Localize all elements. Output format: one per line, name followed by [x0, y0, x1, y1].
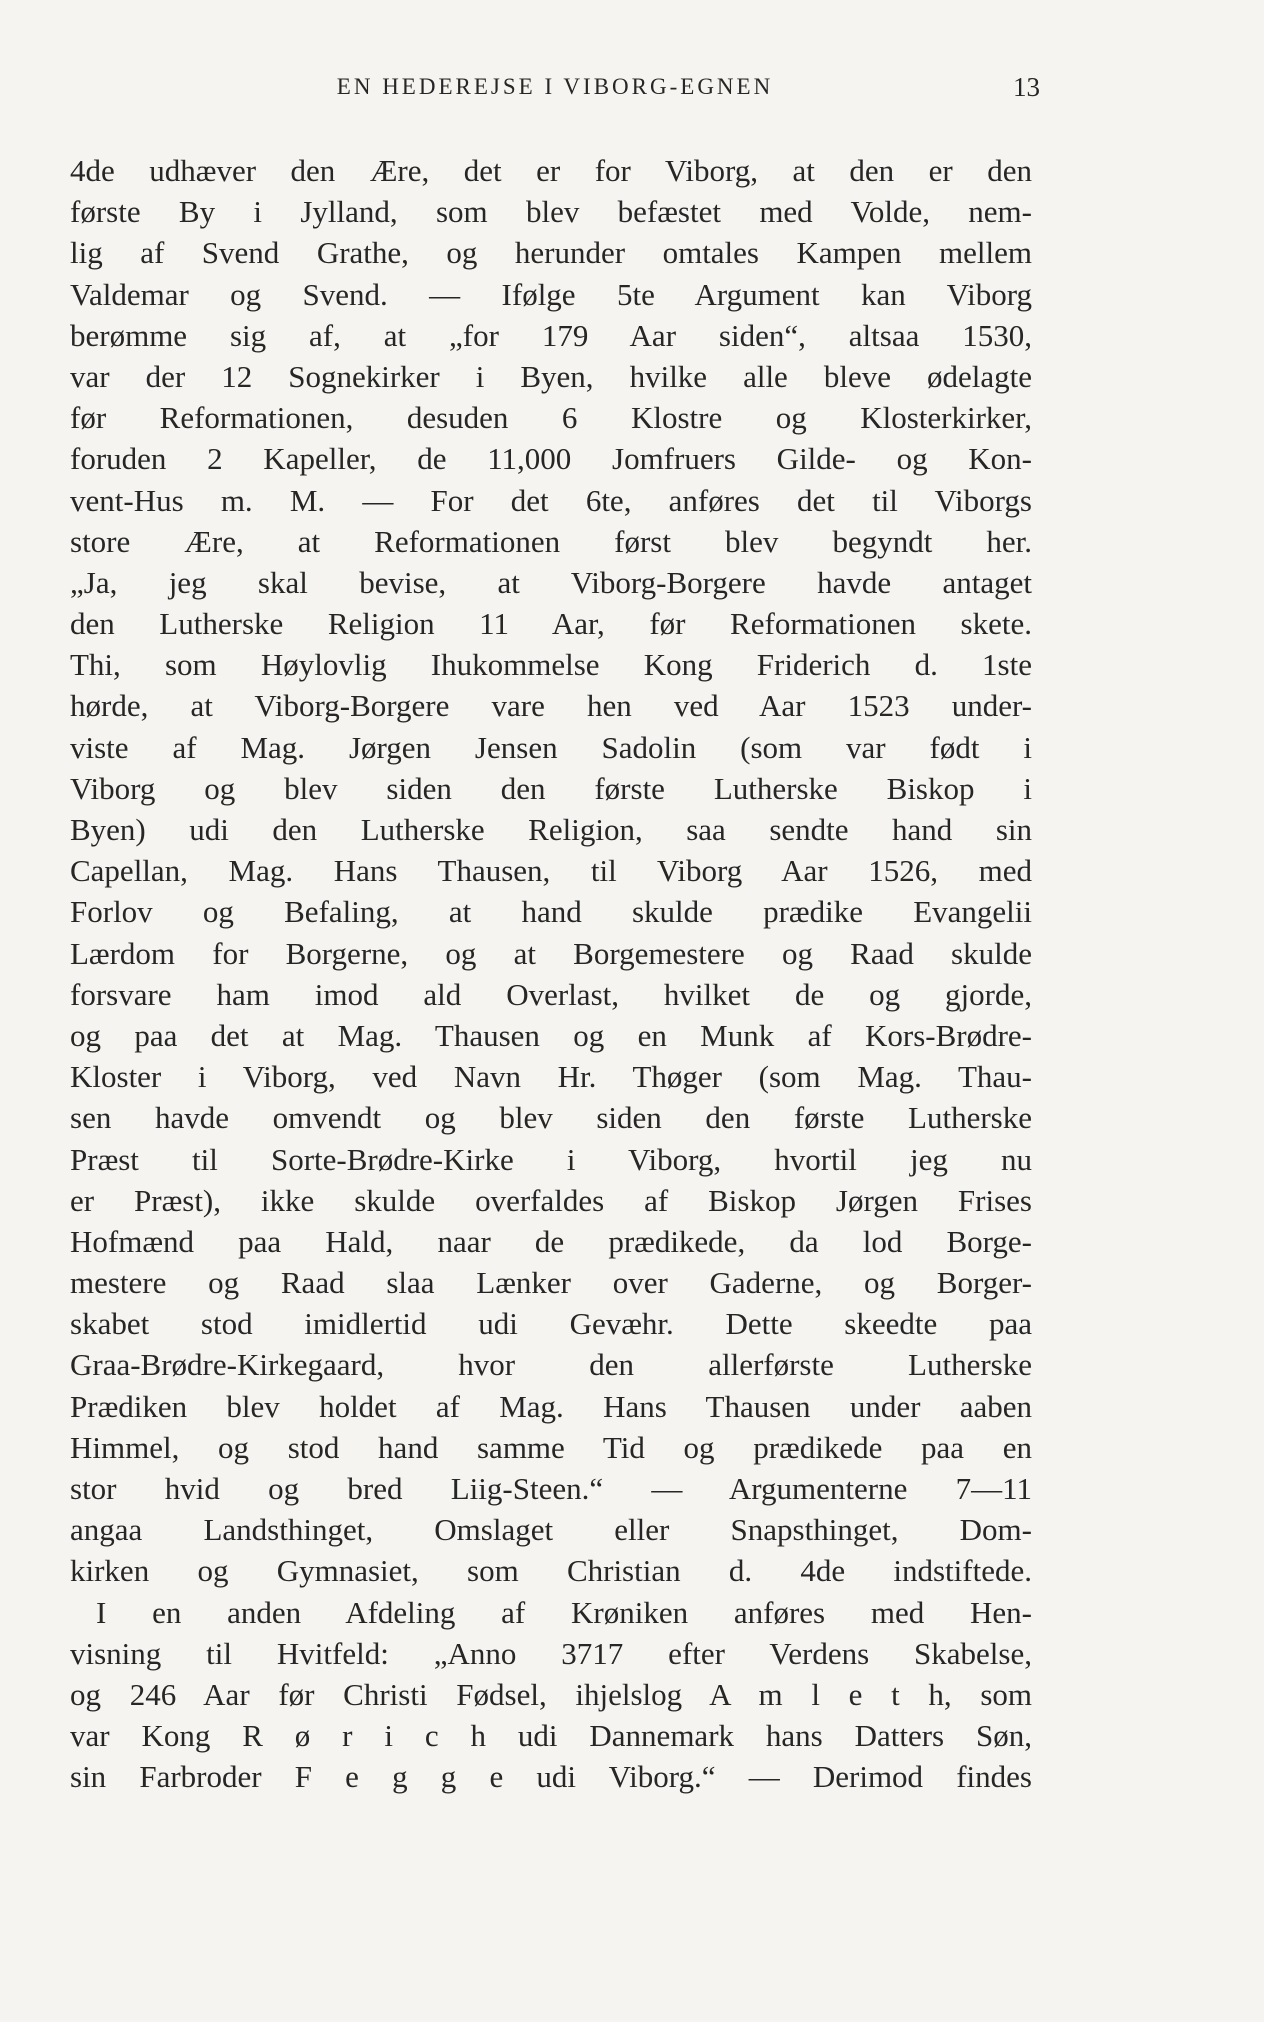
- text-line: visning til Hvitfeld: „Anno 3717 efter Verdens Skabelse,: [70, 1635, 1032, 1671]
- text-line: er Præst), ikke skulde overfaldes af Biskop Jørgen Frises: [70, 1182, 1032, 1218]
- text-line: viste af Mag. Jørgen Jensen Sadolin (som var født i: [70, 729, 1032, 765]
- text-line: Præst til Sorte-Brødre-Kirke i Viborg, hvortil jeg nu: [70, 1141, 1032, 1177]
- text-line: hørde, at Viborg-Borgere vare hen ved Aar 1523 under-: [70, 688, 1032, 724]
- text-line: store Ære, at Reformationen først blev begyndt her.: [70, 523, 1032, 559]
- text-line: angaa Landsthinget, Omslaget eller Snapsthinget, Dom-: [70, 1512, 1032, 1548]
- text-line: før Reformationen, desuden 6 Klostre og Klosterkirker,: [70, 400, 1032, 436]
- text-line: og 246 Aar før Christi Fødsel, ihjelslog A m l e t h, som: [70, 1676, 1032, 1712]
- text-line: Viborg og blev siden den første Lutherske Biskop i: [70, 770, 1032, 806]
- text-line: skabet stod imidlertid udi Gevæhr. Dette skeedte paa: [70, 1306, 1032, 1342]
- page-number: 13: [1013, 72, 1040, 102]
- text-line: I en anden Afdeling af Krøniken anføres med Hen-: [96, 1594, 1032, 1630]
- text-line: og paa det at Mag. Thausen og en Munk af Kors-Brødre-: [70, 1017, 1032, 1053]
- text-line: foruden 2 Kapeller, de 11,000 Jomfruers Gilde- og Kon-: [70, 441, 1032, 477]
- text-line: Thi, som Høylovlig Ihukommelse Kong Friderich d. 1ste: [70, 647, 1032, 683]
- text-line: første By i Jylland, som blev befæstet med Volde, nem-: [70, 194, 1032, 230]
- header-title: EN HEDEREJSE I VIBORG-EGNEN: [336, 74, 774, 99]
- text-line: Lærdom for Borgerne, og at Borgemestere og Raad skulde: [70, 935, 1032, 971]
- text-line: den Lutherske Religion 11 Aar, før Reformationen skete.: [70, 606, 1032, 642]
- text-line: vent-Hus m. M. — For det 6te, anføres det til Viborgs: [70, 482, 1032, 518]
- text-line: „Ja, jeg skal bevise, at Viborg-Borgere havde antaget: [70, 564, 1032, 600]
- body-text: [70, 150, 1032, 1798]
- text-line: sen havde omvendt og blev siden den første Lutherske: [70, 1100, 1032, 1136]
- text-line: Prædiken blev holdet af Mag. Hans Thausen under aaben: [70, 1388, 1032, 1424]
- text-line: sin Farbroder F e g g e udi Viborg.“ — Derimod findes: [70, 1759, 1032, 1795]
- text-line: lig af Svend Grathe, og herunder omtales Kampen mellem: [70, 235, 1032, 271]
- text-line: Byen) udi den Lutherske Religion, saa sendte hand sin: [70, 812, 1032, 847]
- text-line: Himmel, og stod hand samme Tid og prædikede paa en: [70, 1429, 1032, 1465]
- text-line: 4de udhæver den Ære, det er for Viborg, at den er den: [70, 153, 1032, 188]
- text-line: berømme sig af, at „for 179 Aar siden“, altsaa 1530,: [70, 317, 1032, 353]
- text-line: Graa-Brødre-Kirkegaard, hvor den allerførste Lutherske: [70, 1347, 1032, 1383]
- text-line: kirken og Gymnasiet, som Christian d. 4de indstiftede.: [70, 1553, 1032, 1589]
- text-line: Valdemar og Svend. — Ifølge 5te Argument kan Viborg: [70, 276, 1032, 312]
- text-line: Hofmænd paa Hald, naar de prædikede, da lod Borge-: [70, 1223, 1032, 1259]
- text-line: Forlov og Befaling, at hand skulde prædike Evangelii: [70, 894, 1032, 930]
- text-line: mestere og Raad slaa Lænker over Gaderne, og Borger-: [70, 1265, 1032, 1301]
- text-line: forsvare ham imod ald Overlast, hvilket de og gjorde,: [70, 976, 1032, 1012]
- text-line: var Kong R ø r i c h udi Dannemark hans Datters Søn,: [70, 1718, 1032, 1754]
- text-line: Kloster i Viborg, ved Navn Hr. Thøger (som Mag. Thau-: [70, 1059, 1032, 1095]
- text-line: stor hvid og bred Liig-Steen.“ — Argumenterne 7—11: [70, 1471, 1032, 1506]
- text-line: Capellan, Mag. Hans Thausen, til Viborg Aar 1526, med: [70, 853, 1032, 889]
- text-line: var der 12 Sognekirker i Byen, hvilke alle bleve ødelagte: [70, 358, 1032, 394]
- running-header: [70, 70, 1040, 110]
